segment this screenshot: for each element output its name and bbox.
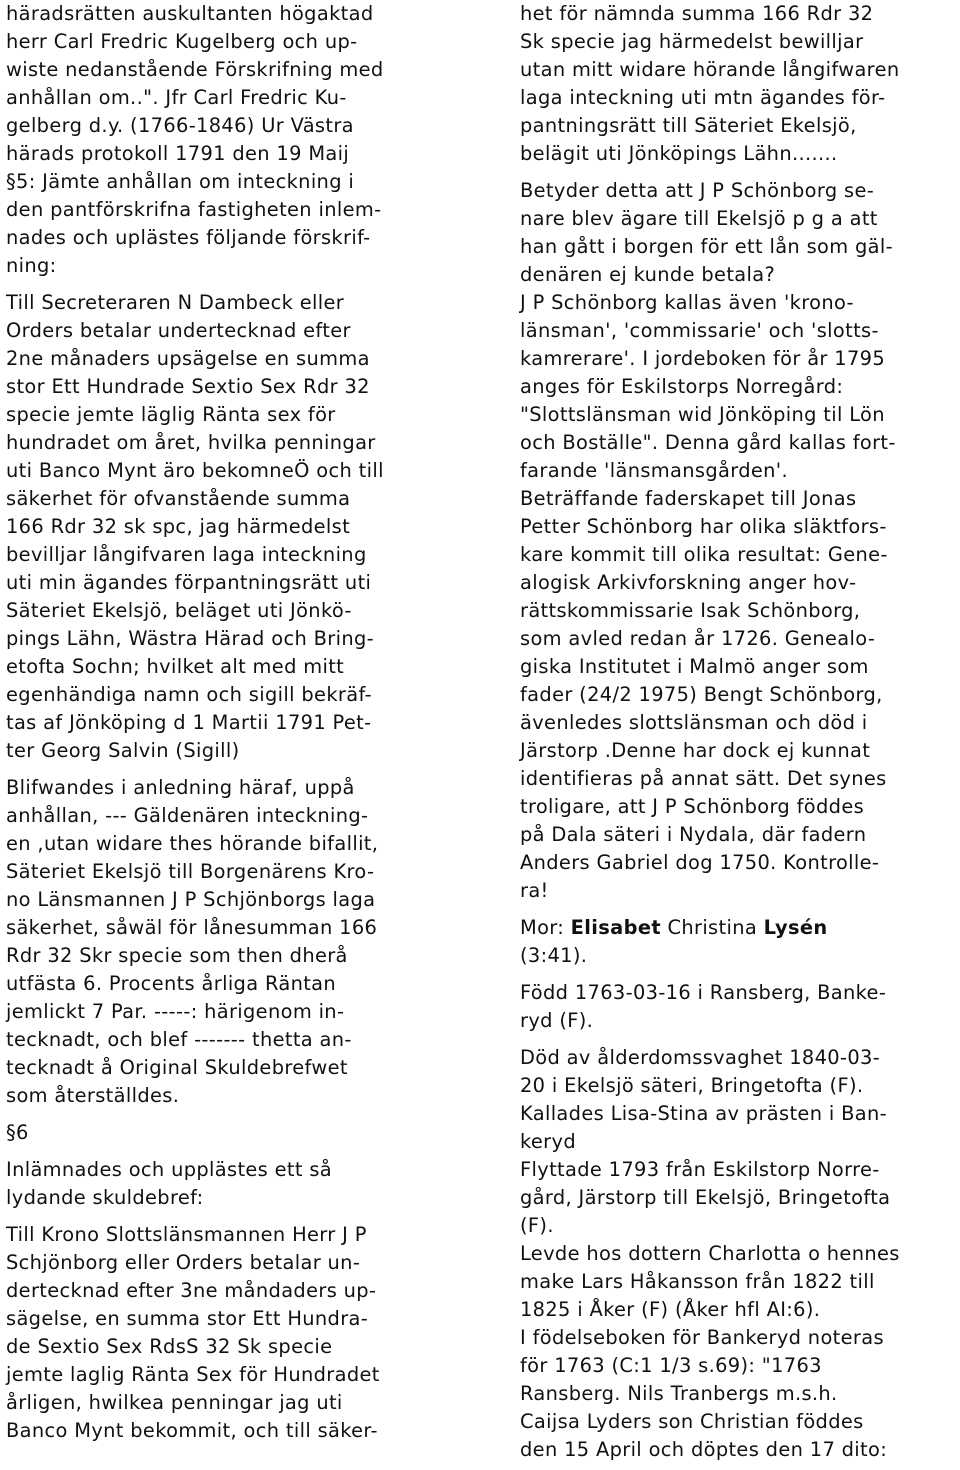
text-block bbox=[6, 774, 451, 1110]
text-line: hundradet om året, hvilka penningar bbox=[6, 431, 376, 454]
text-line: utan mitt widare hörande långifwaren bbox=[520, 58, 900, 81]
text-block bbox=[520, 289, 960, 485]
text-line: anhållan om..". Jfr Carl Fredric Ku- bbox=[6, 86, 347, 109]
mother-surname: Lysén bbox=[763, 916, 828, 939]
text-line: gård, Järstorp till Ekelsjö, Bringetofta bbox=[520, 1186, 891, 1209]
text-line: han gått i borgen för ett lån som gäl- bbox=[520, 235, 893, 258]
text-line: Caijsa Lyders son Christian föddes bbox=[520, 1410, 864, 1433]
text-line: het för nämnda summa 166 Rdr 32 bbox=[520, 2, 874, 25]
text-line: 166 Rdr 32 sk spc, jag härmedelst bbox=[6, 515, 351, 538]
text-line: länsman', 'commissarie' och 'slotts- bbox=[520, 319, 879, 342]
text-line: den 15 April och döptes den 17 dito: bbox=[520, 1438, 888, 1461]
text-line: Petter Schönborg har olika släktfors- bbox=[520, 515, 887, 538]
text-line: Beträffande faderskapet till Jonas bbox=[520, 487, 857, 510]
text-line: egenhändiga namn och sigill bekräf- bbox=[6, 683, 372, 706]
text-line: Född 1763-03-16 i Ransberg, Banke- bbox=[520, 981, 887, 1004]
text-line: identifieras på annat sätt. Det synes bbox=[520, 767, 887, 790]
text-line: Kallades Lisa-Stina av prästen i Ban- bbox=[520, 1102, 887, 1125]
text-line: dertecknad efter 3ne måndaders up- bbox=[6, 1279, 377, 1302]
section-heading bbox=[6, 1119, 451, 1147]
text-line: lydande skuldebref: bbox=[6, 1186, 204, 1209]
text-line: Säteriet Ekelsjö till Borgenärens Kro- bbox=[6, 860, 375, 883]
text-line: alogisk Arkivforskning anger hov- bbox=[520, 571, 857, 594]
text-line: 2ne månaders upsägelse en summa bbox=[6, 347, 370, 370]
text-line: och Boställe". Denna gård kallas fort- bbox=[520, 431, 896, 454]
text-line: Sk specie jag härmedelst bewilljar bbox=[520, 30, 864, 53]
text-line: 1825 i Åker (F) (Åker hfl AI:6). bbox=[520, 1298, 821, 1321]
left-column bbox=[6, 0, 451, 1445]
text-line: Inlämnades och upplästes ett så bbox=[6, 1158, 333, 1181]
text-line: gelberg d.y. (1766-1846) Ur Västra bbox=[6, 114, 354, 137]
text-line: "Slottslänsman wid Jönköping til Lön bbox=[520, 403, 885, 426]
text-line: härads protokoll 1791 den 19 Maij bbox=[6, 142, 350, 165]
text-line: etofta Sochn; hvilket alt med mitt bbox=[6, 655, 345, 678]
text-line: sägelse, en summa stor Ett Hundra- bbox=[6, 1307, 369, 1330]
text-line: make Lars Håkansson från 1822 till bbox=[520, 1270, 875, 1293]
text-line: stor Ett Hundrade Sextio Sex Rdr 32 bbox=[6, 375, 370, 398]
text-line: den pantförskrifna fastigheten inlem- bbox=[6, 198, 382, 221]
text-line: Järstorp .Denne har dock ej kunnat bbox=[520, 739, 871, 762]
text-line: Betyder detta att J P Schönborg se- bbox=[520, 179, 875, 202]
text-line: anhållan, --- Gäldenären inteckning- bbox=[6, 804, 369, 827]
text-line: §6 bbox=[6, 1121, 29, 1144]
text-line: årligen, hwilkea penningar jag uti bbox=[6, 1391, 343, 1414]
text-block bbox=[520, 1100, 960, 1240]
text-line: no Länsmannen J P Schjönborgs laga bbox=[6, 888, 376, 911]
text-block bbox=[520, 1240, 960, 1324]
text-line: giska Institutet i Malmö anger som bbox=[520, 655, 869, 678]
text-line: ävenledes slottslänsman och död i bbox=[520, 711, 868, 734]
text-line: som återställdes. bbox=[6, 1084, 180, 1107]
text-block bbox=[6, 0, 451, 280]
text-line: herr Carl Fredric Kugelberg och up- bbox=[6, 30, 358, 53]
text-block bbox=[520, 0, 960, 168]
text-line: för 1763 (C:1 1/3 s.69): "1763 bbox=[520, 1354, 822, 1377]
text-line: ter Georg Salvin (Sigill) bbox=[6, 739, 240, 762]
text-line: specie jemte läglig Ränta sex för bbox=[6, 403, 336, 426]
mother-middle-name: Christina bbox=[660, 916, 764, 939]
text-line: pings Lähn, Wästra Härad och Bring- bbox=[6, 627, 374, 650]
text-block bbox=[6, 1156, 451, 1212]
text-block bbox=[520, 1324, 960, 1464]
text-block bbox=[520, 1044, 960, 1100]
text-line: tas af Jönköping d 1 Martii 1791 Pet- bbox=[6, 711, 372, 734]
mother-ref: (3:41). bbox=[520, 944, 588, 967]
text-block bbox=[520, 485, 960, 905]
text-line: kamrerare'. I jordeboken för år 1795 bbox=[520, 347, 886, 370]
text-line: som avled redan år 1726. Genealo- bbox=[520, 627, 876, 650]
text-block bbox=[6, 1221, 451, 1445]
text-line: tecknadt, och blef ------- thetta an- bbox=[6, 1028, 352, 1051]
text-line: uti min ägandes förpantningsrätt uti bbox=[6, 571, 372, 594]
text-line: ning: bbox=[6, 254, 57, 277]
text-block bbox=[6, 289, 451, 765]
text-line: kare kommit till olika resultat: Gene- bbox=[520, 543, 888, 566]
text-line: fader (24/2 1975) Bengt Schönborg, bbox=[520, 683, 883, 706]
text-line: ra! bbox=[520, 879, 549, 902]
text-line: Till Krono Slottslänsmannen Herr J P bbox=[6, 1223, 367, 1246]
text-line: keryd bbox=[520, 1130, 576, 1153]
text-line: häradsrätten auskultanten högaktad bbox=[6, 2, 374, 25]
text-line: Blifwandes i anledning häraf, uppå bbox=[6, 776, 355, 799]
text-line: Flyttade 1793 från Eskilstorp Norre- bbox=[520, 1158, 880, 1181]
text-line: nare blev ägare till Ekelsjö p g a att bbox=[520, 207, 878, 230]
text-line: §5: Jämte anhållan om inteckning i bbox=[6, 170, 355, 193]
mother-label: Mor: bbox=[520, 916, 571, 939]
text-line: Levde hos dottern Charlotta o hennes bbox=[520, 1242, 900, 1265]
text-line: Banco Mynt bekommit, och till säker- bbox=[6, 1419, 378, 1442]
text-line: tecknadt å Original Skuldebrefwet bbox=[6, 1056, 348, 1079]
text-line: uti Banco Mynt äro bekomneÖ och till bbox=[6, 459, 384, 482]
text-line: (F). bbox=[520, 1214, 554, 1237]
text-line: troligare, att J P Schönborg föddes bbox=[520, 795, 865, 818]
right-column bbox=[520, 0, 960, 1464]
mother-first-name: Elisabet bbox=[570, 916, 661, 939]
text-line: 20 i Ekelsjö säteri, Bringetofta (F). bbox=[520, 1074, 864, 1097]
text-line: Anders Gabriel dog 1750. Kontrolle- bbox=[520, 851, 880, 874]
text-line: jemlickt 7 Par. -----: härigenom in- bbox=[6, 1000, 345, 1023]
text-line: J P Schönborg kallas även 'krono- bbox=[520, 291, 854, 314]
text-line: bevilljar långifvaren laga inteckning bbox=[6, 543, 367, 566]
text-line: Orders betalar undertecknad efter bbox=[6, 319, 351, 342]
text-line: ryd (F). bbox=[520, 1009, 594, 1032]
text-line: rättskommissarie Isak Schönborg, bbox=[520, 599, 861, 622]
text-block bbox=[520, 177, 960, 289]
text-line: belägit uti Jönköpings Lähn....... bbox=[520, 142, 838, 165]
text-line: Död av ålderdomssvaghet 1840-03- bbox=[520, 1046, 881, 1069]
text-line: farande 'länsmansgården'. bbox=[520, 459, 789, 482]
text-line: Rdr 32 Skr specie som then dherå bbox=[6, 944, 348, 967]
text-line: Säteriet Ekelsjö, beläget uti Jönkö- bbox=[6, 599, 352, 622]
text-line: jemte laglig Ränta Sex för Hundradet bbox=[6, 1363, 380, 1386]
mother-line bbox=[520, 914, 960, 970]
text-line: anges för Eskilstorps Norregård: bbox=[520, 375, 844, 398]
text-line: wiste nedanstående Förskrifning med bbox=[6, 58, 384, 81]
text-line: på Dala säteri i Nydala, där fadern bbox=[520, 823, 867, 846]
text-line: pantningsrätt till Säteriet Ekelsjö, bbox=[520, 114, 857, 137]
text-block bbox=[520, 979, 960, 1035]
text-line: en ,utan widare thes hörande bifallit, bbox=[6, 832, 379, 855]
text-line: Till Secreteraren N Dambeck eller bbox=[6, 291, 345, 314]
text-line: utfästa 6. Procents årliga Räntan bbox=[6, 972, 337, 995]
text-line: I födelseboken för Bankeryd noteras bbox=[520, 1326, 884, 1349]
text-line: säkerhet, såwäl för lånesumman 166 bbox=[6, 916, 378, 939]
text-line: Schjönborg eller Orders betalar un- bbox=[6, 1251, 361, 1274]
text-line: nades och uplästes följande förskrif- bbox=[6, 226, 371, 249]
text-line: säkerhet för ofvanstående summa bbox=[6, 487, 351, 510]
text-line: laga inteckning uti mtn ägandes för- bbox=[520, 86, 886, 109]
text-line: de Sextio Sex RdsS 32 Sk specie bbox=[6, 1335, 333, 1358]
text-line: Ransberg. Nils Tranbergs m.s.h. bbox=[520, 1382, 838, 1405]
text-line: denären ej kunde betala? bbox=[520, 263, 776, 286]
